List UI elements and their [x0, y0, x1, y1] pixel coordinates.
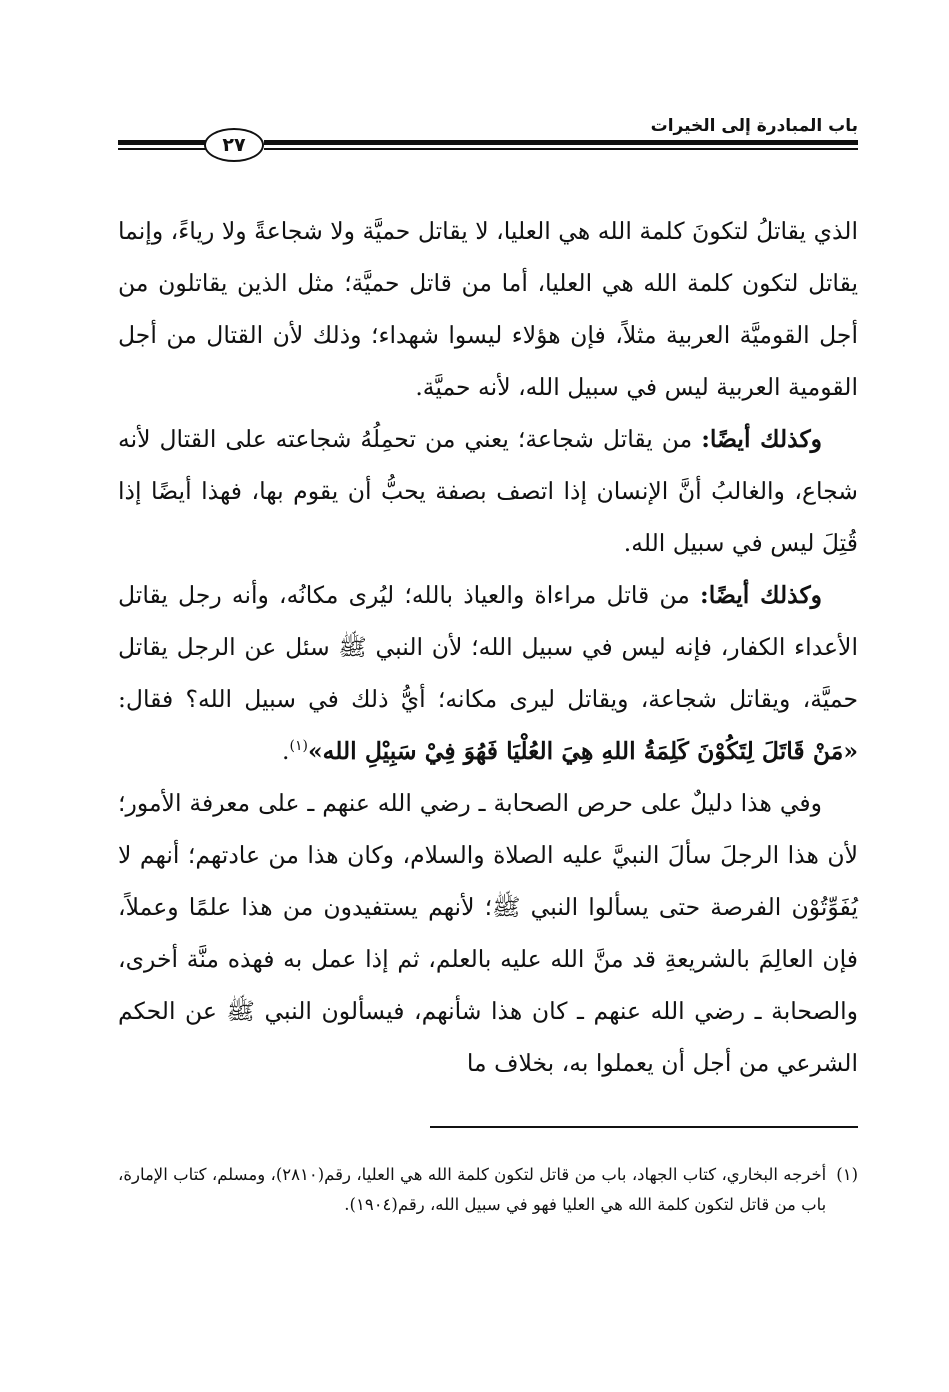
chapter-title: باب المبادرة إلى الخيرات	[650, 116, 858, 136]
header-rule	[264, 148, 858, 150]
page-number: ٢٧	[204, 128, 264, 162]
header-rule	[118, 148, 206, 150]
paragraph-text: .	[282, 737, 290, 765]
footnote-reference[interactable]: (١)	[289, 738, 308, 755]
paragraph-text: من قاتل مراءاة والعياذ بالله؛ ليُرى مكانُه، وأنه رجل يقاتل الأعداء الكفار، فإنه ليس في سبيل الله؛ لأن النبي ﷺ سئل عن الرجل يقاتل حميَّة، ويقاتل شجاعة، ويقاتل ليرى مكانه؛ أيُّ ذلك في سبيل الله؟ فقال:	[118, 581, 858, 713]
footnote-number: (١)	[836, 1165, 858, 1184]
paragraph	[118, 569, 858, 777]
hadith-quote: «مَنْ قَاتَلَ لِتَكُوْنَ كَلِمَةُ اللهِ هِيَ العُلْيَا فَهُوَ فِيْ سَبِيْلِ الله»	[307, 737, 858, 765]
paragraph-text: من يقاتل شجاعة؛ يعني من تحمِلُهُ شجاعته على القتال لأنه شجاع، والغالبُ أنَّ الإنسان إذا اتصف بصفة يحبُّ أن يقوم بها، فهذا أيضًا إذا قُتِلَ ليس في سبيل الله.	[118, 425, 858, 557]
main-text	[118, 205, 858, 1089]
lead-phrase: وكذلك أيضًا:	[701, 425, 822, 453]
footnote	[118, 1160, 858, 1220]
header-rule	[264, 140, 858, 145]
header-rule	[118, 140, 206, 145]
lead-phrase: وكذلك أيضًا:	[700, 581, 822, 609]
footnote-text: أخرجه البخاري، كتاب الجهاد، باب من قاتل لتكون كلمة الله هي العليا، رقم(٢٨١٠)، ومسلم، كتاب الإمارة، باب من قاتل لتكون كلمة الله هي العليا فهو في سبيل الله، رقم(١٩٠٤).	[118, 1165, 827, 1214]
paragraph: وفي هذا دليلٌ على حرص الصحابة ـ رضي الله عنهم ـ على معرفة الأمور؛ لأن هذا الرجلَ سألَ النبيَّ عليه الصلاة والسلام، وكان هذا من عادتهم؛ أنهم لا يُفَوِّتُوْن الفرصة حتى يسألوا النبي ﷺ؛ لأنهم يستفيدون من هذا علمًا وعملاً، فإن العالِمَ بالشريعةِ قد منَّ الله عليه بالعلم، ثم إذا عمل به فهذه منَّة أخرى، والصحابة ـ رضي الله عنهم ـ كان هذا شأنهم، فيسألون النبي ﷺ عن الحكم الشرعي من أجل أن يعملوا به، بخلاف ما	[118, 789, 858, 1077]
paragraph	[118, 413, 858, 569]
running-header	[118, 112, 858, 162]
footnote-separator	[430, 1126, 858, 1128]
paragraph: الذي يقاتلُ لتكونَ كلمة الله هي العليا، لا يقاتل حميَّة ولا شجاعةً ولا رياءً، وإنما يقاتل لتكون كلمة الله هي العليا، أما من قاتل حميَّة؛ مثل الذين يقاتلون من أجل القوميَّة العربية مثلاً، فإن هؤلاء ليسوا شهداء؛ وذلك لأن القتال من أجل القومية العربية ليس في سبيل الله، لأنه حميَّة.	[118, 217, 859, 401]
